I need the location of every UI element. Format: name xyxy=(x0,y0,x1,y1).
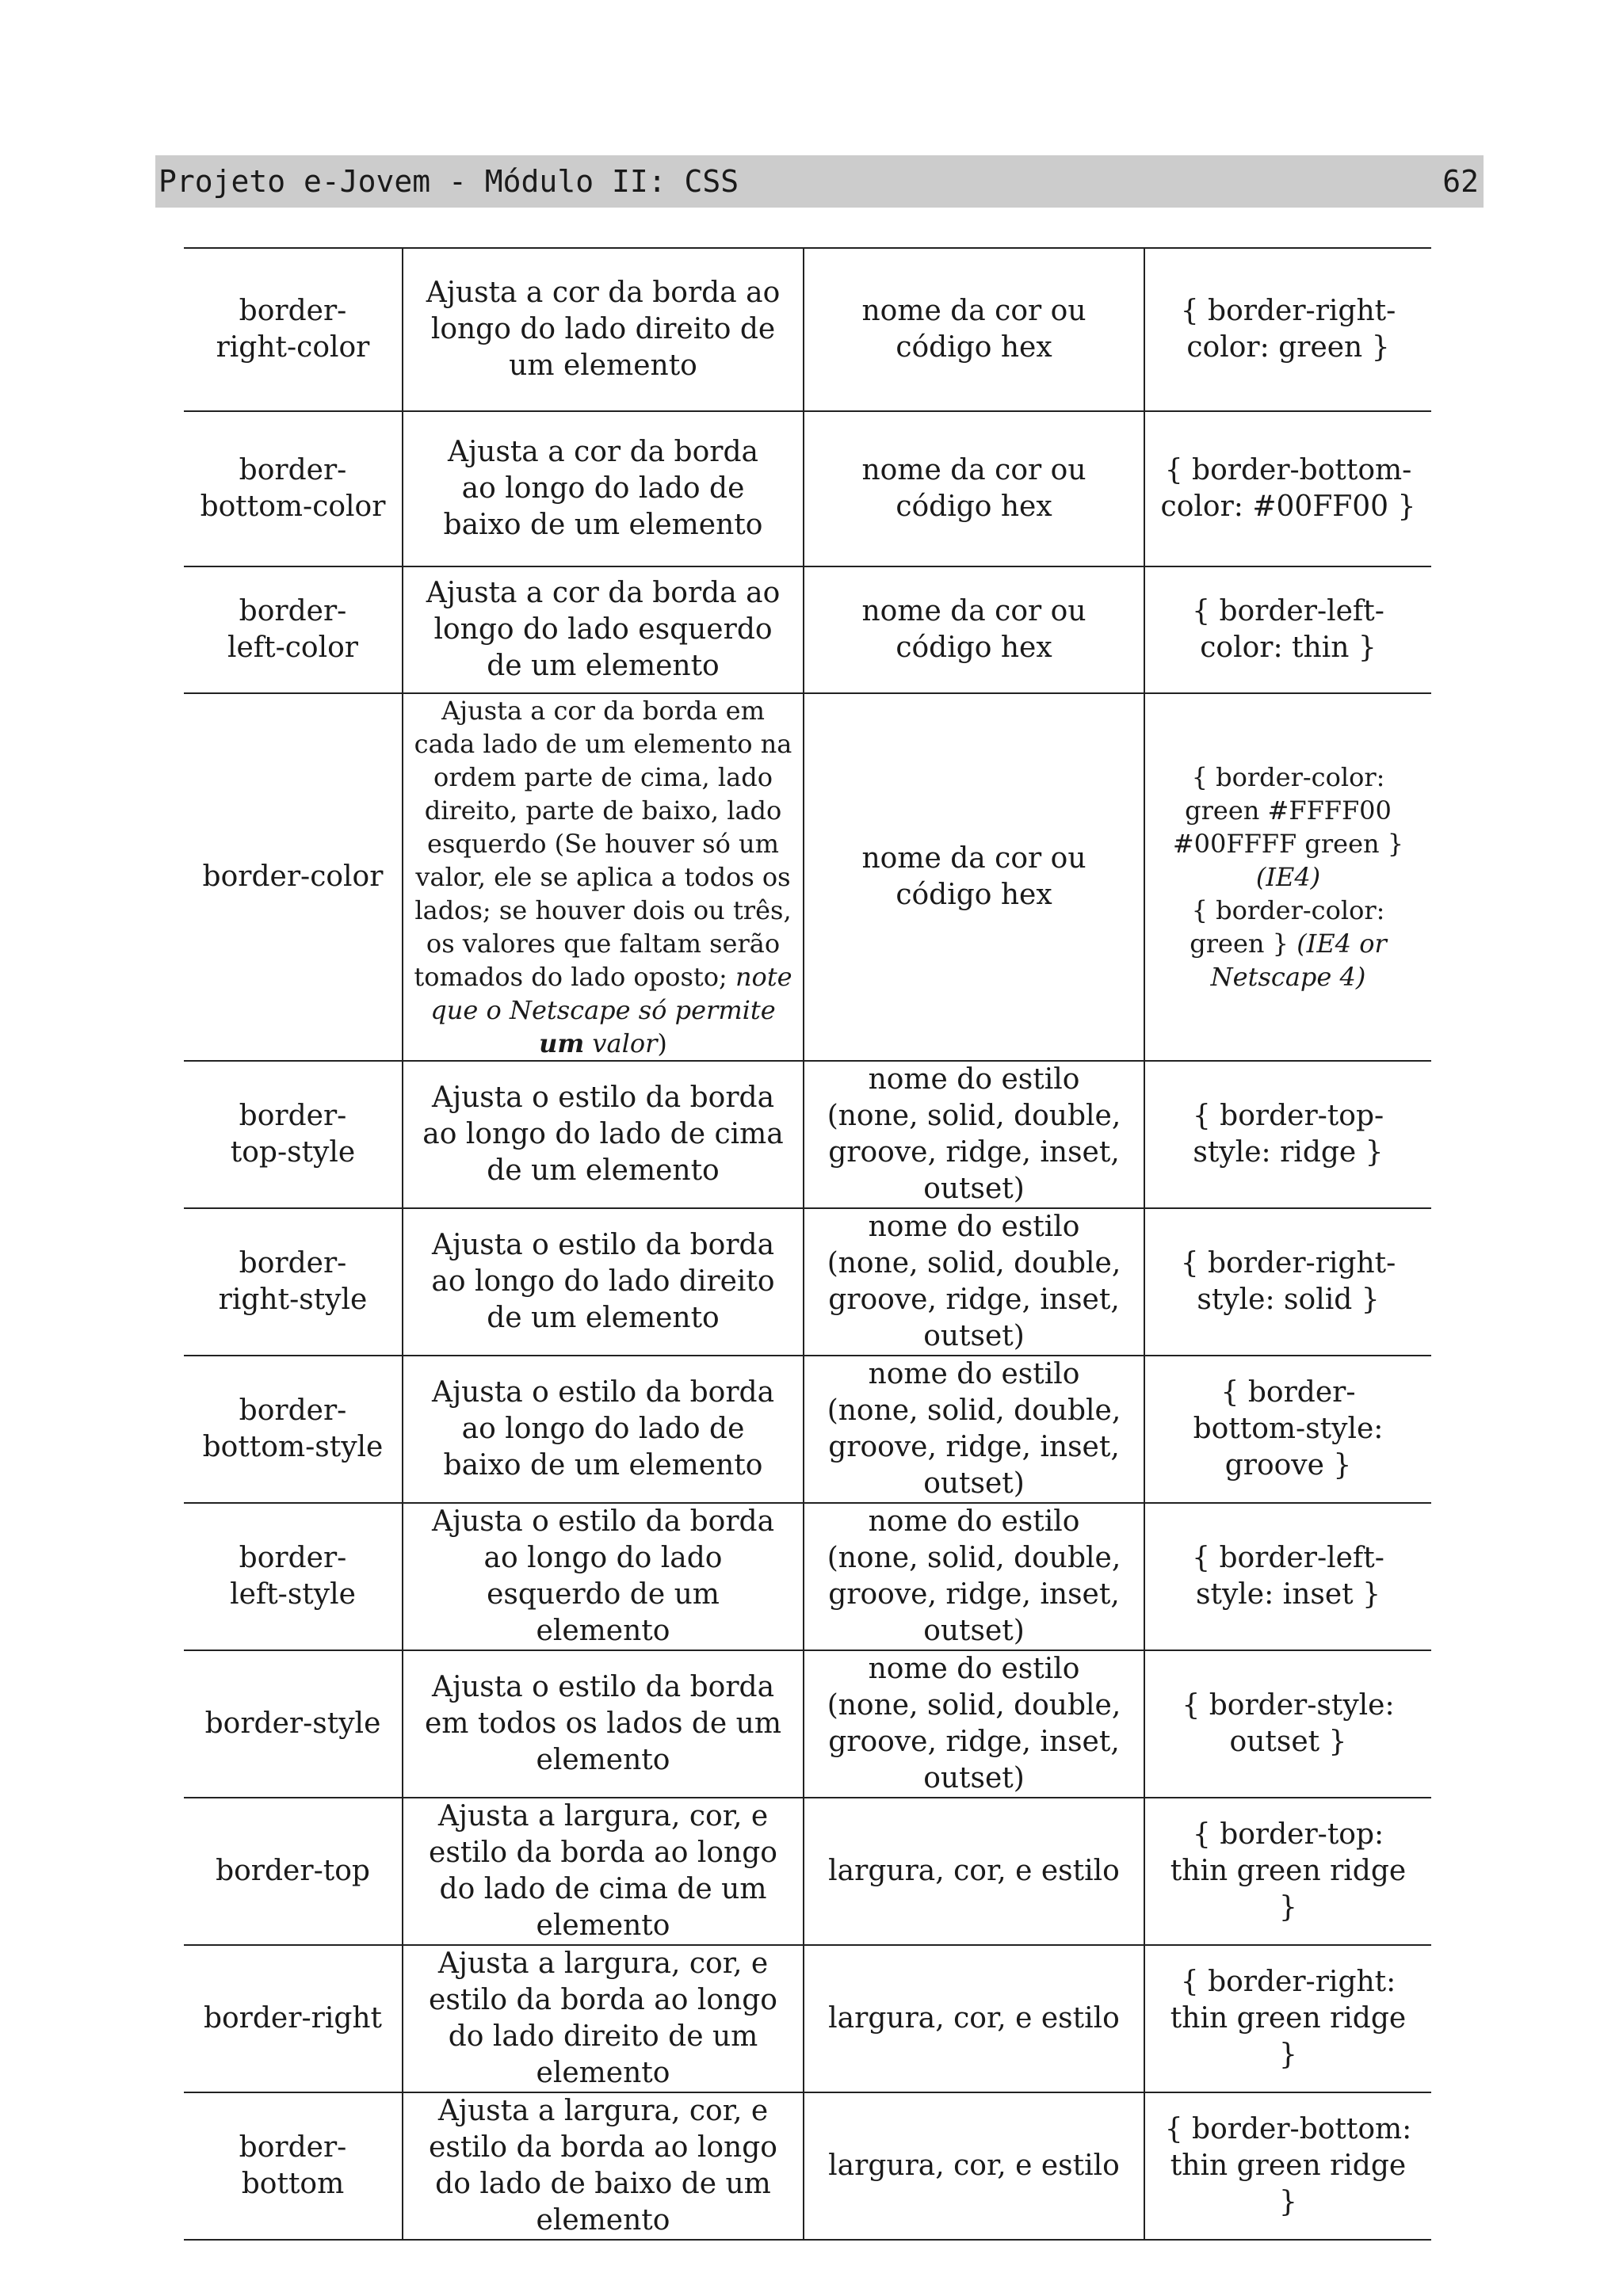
table-row xyxy=(184,1208,1431,1356)
example-cell: { border-right-color: green } xyxy=(1144,248,1431,411)
description-main: Ajusta a cor da borda em cada lado de um elemento na ordem parte de cima, lado direito, parte de baixo, lado esquerdo (Se houver só um valor, ele se aplica a todos os lados; se houver dois ou três, os valores que faltam serão tomados do lado oposto; xyxy=(414,696,792,992)
description-cell: Ajusta o estilo da borda em todos os lados de um elemento xyxy=(403,1650,804,1798)
css-border-properties-table xyxy=(184,247,1431,2241)
values-cell: largura, cor, e estilo xyxy=(804,1798,1144,1945)
table-row xyxy=(184,1945,1431,2092)
values-cell: nome da cor ou código hex xyxy=(804,411,1144,566)
description-cell: Ajusta a cor da borda ao longo do lado de baixo de um elemento xyxy=(403,411,804,566)
values-cell: nome do estilo (none, solid, double, groove, ridge, inset, outset) xyxy=(804,1503,1144,1650)
values-cell: nome do estilo (none, solid, double, groove, ridge, inset, outset) xyxy=(804,1650,1144,1798)
description-cell: Ajusta o estilo da borda ao longo do lado esquerdo de um elemento xyxy=(403,1503,804,1650)
example-cell: { border-bottom-color: #00FF00 } xyxy=(1144,411,1431,566)
example-ie4: { border-color: green #FFFF00 #00FFFF green } xyxy=(1172,762,1404,859)
description-note-emphasis: um xyxy=(539,1028,585,1058)
property-cell: border-left-style xyxy=(184,1503,403,1650)
property-cell: border-left-color xyxy=(184,566,403,693)
example-cell: { border-right-style: solid } xyxy=(1144,1208,1431,1356)
property-cell: border-top-style xyxy=(184,1061,403,1208)
property-cell: border-top xyxy=(184,1798,403,1945)
example-cell: { border-bottom-style: groove } xyxy=(1144,1356,1431,1503)
description-cell: Ajusta o estilo da borda ao longo do lado direito de um elemento xyxy=(403,1208,804,1356)
table-row xyxy=(184,693,1431,1061)
table-row xyxy=(184,1503,1431,1650)
example-cell: { border-top-style: ridge } xyxy=(1144,1061,1431,1208)
description-cell: Ajusta a largura, cor, e estilo da borda ao longo do lado direito de um elemento xyxy=(403,1945,804,2092)
values-cell: nome do estilo (none, solid, double, groove, ridge, inset, outset) xyxy=(804,1208,1144,1356)
example-cell: { border-top: thin green ridge } xyxy=(1144,1798,1431,1945)
property-cell: border-color xyxy=(184,693,403,1061)
table-row xyxy=(184,411,1431,566)
table-row xyxy=(184,1798,1431,1945)
example-cell: { border-left-color: thin } xyxy=(1144,566,1431,693)
example-cell: { border-right: thin green ridge } xyxy=(1144,1945,1431,2092)
table-row xyxy=(184,1061,1431,1208)
table-row xyxy=(184,1356,1431,1503)
table-row xyxy=(184,248,1431,411)
values-cell: nome da cor ou código hex xyxy=(804,566,1144,693)
property-cell: border-right xyxy=(184,1945,403,2092)
page-header xyxy=(155,155,1484,208)
example-ie4-note: (IE4) xyxy=(1255,862,1321,892)
example-cell: { border-bottom: thin green ridge } xyxy=(1144,2092,1431,2240)
table-row xyxy=(184,566,1431,693)
description-note: note que o Netscape só permite xyxy=(430,962,792,1025)
values-cell: nome da cor ou código hex xyxy=(804,693,1144,1061)
description-cell xyxy=(403,693,804,1061)
example-cell xyxy=(1144,693,1431,1061)
example-cell: { border-left-style: inset } xyxy=(1144,1503,1431,1650)
property-cell: border-bottom xyxy=(184,2092,403,2240)
property-cell: border-bottom-style xyxy=(184,1356,403,1503)
description-cell: Ajusta a largura, cor, e estilo da borda ao longo do lado de cima de um elemento xyxy=(403,1798,804,1945)
values-cell: largura, cor, e estilo xyxy=(804,2092,1144,2240)
values-cell: largura, cor, e estilo xyxy=(804,1945,1144,2092)
description-cell: Ajusta o estilo da borda ao longo do lado de baixo de um elemento xyxy=(403,1356,804,1503)
property-cell: border-style xyxy=(184,1650,403,1798)
values-cell: nome da cor ou código hex xyxy=(804,248,1144,411)
values-cell: nome do estilo (none, solid, double, groove, ridge, inset, outset) xyxy=(804,1356,1144,1503)
example-netscape-note: (IE4 or Netscape 4) xyxy=(1210,929,1387,992)
example-cell: { border-style: outset } xyxy=(1144,1650,1431,1798)
table-row xyxy=(184,2092,1431,2240)
description-note-end: valor xyxy=(592,1028,658,1058)
values-cell: nome do estilo (none, solid, double, groove, ridge, inset, outset) xyxy=(804,1061,1144,1208)
description-cell: Ajusta o estilo da borda ao longo do lado de cima de um elemento xyxy=(403,1061,804,1208)
example-netscape: { border-color: green } xyxy=(1190,895,1385,959)
description-cell: Ajusta a cor da borda ao longo do lado direito de um elemento xyxy=(403,248,804,411)
property-cell: border-right-style xyxy=(184,1208,403,1356)
table-row xyxy=(184,1650,1431,1798)
description-cell: Ajusta a cor da borda ao longo do lado esquerdo de um elemento xyxy=(403,566,804,693)
property-cell: border-right-color xyxy=(184,248,403,411)
description-close: ) xyxy=(657,1028,667,1058)
property-cell: border-bottom-color xyxy=(184,411,403,566)
header-title: Projeto e-Jovem - Módulo II: CSS xyxy=(158,164,739,199)
page-number: 62 xyxy=(1442,164,1479,199)
description-cell: Ajusta a largura, cor, e estilo da borda ao longo do lado de baixo de um elemento xyxy=(403,2092,804,2240)
